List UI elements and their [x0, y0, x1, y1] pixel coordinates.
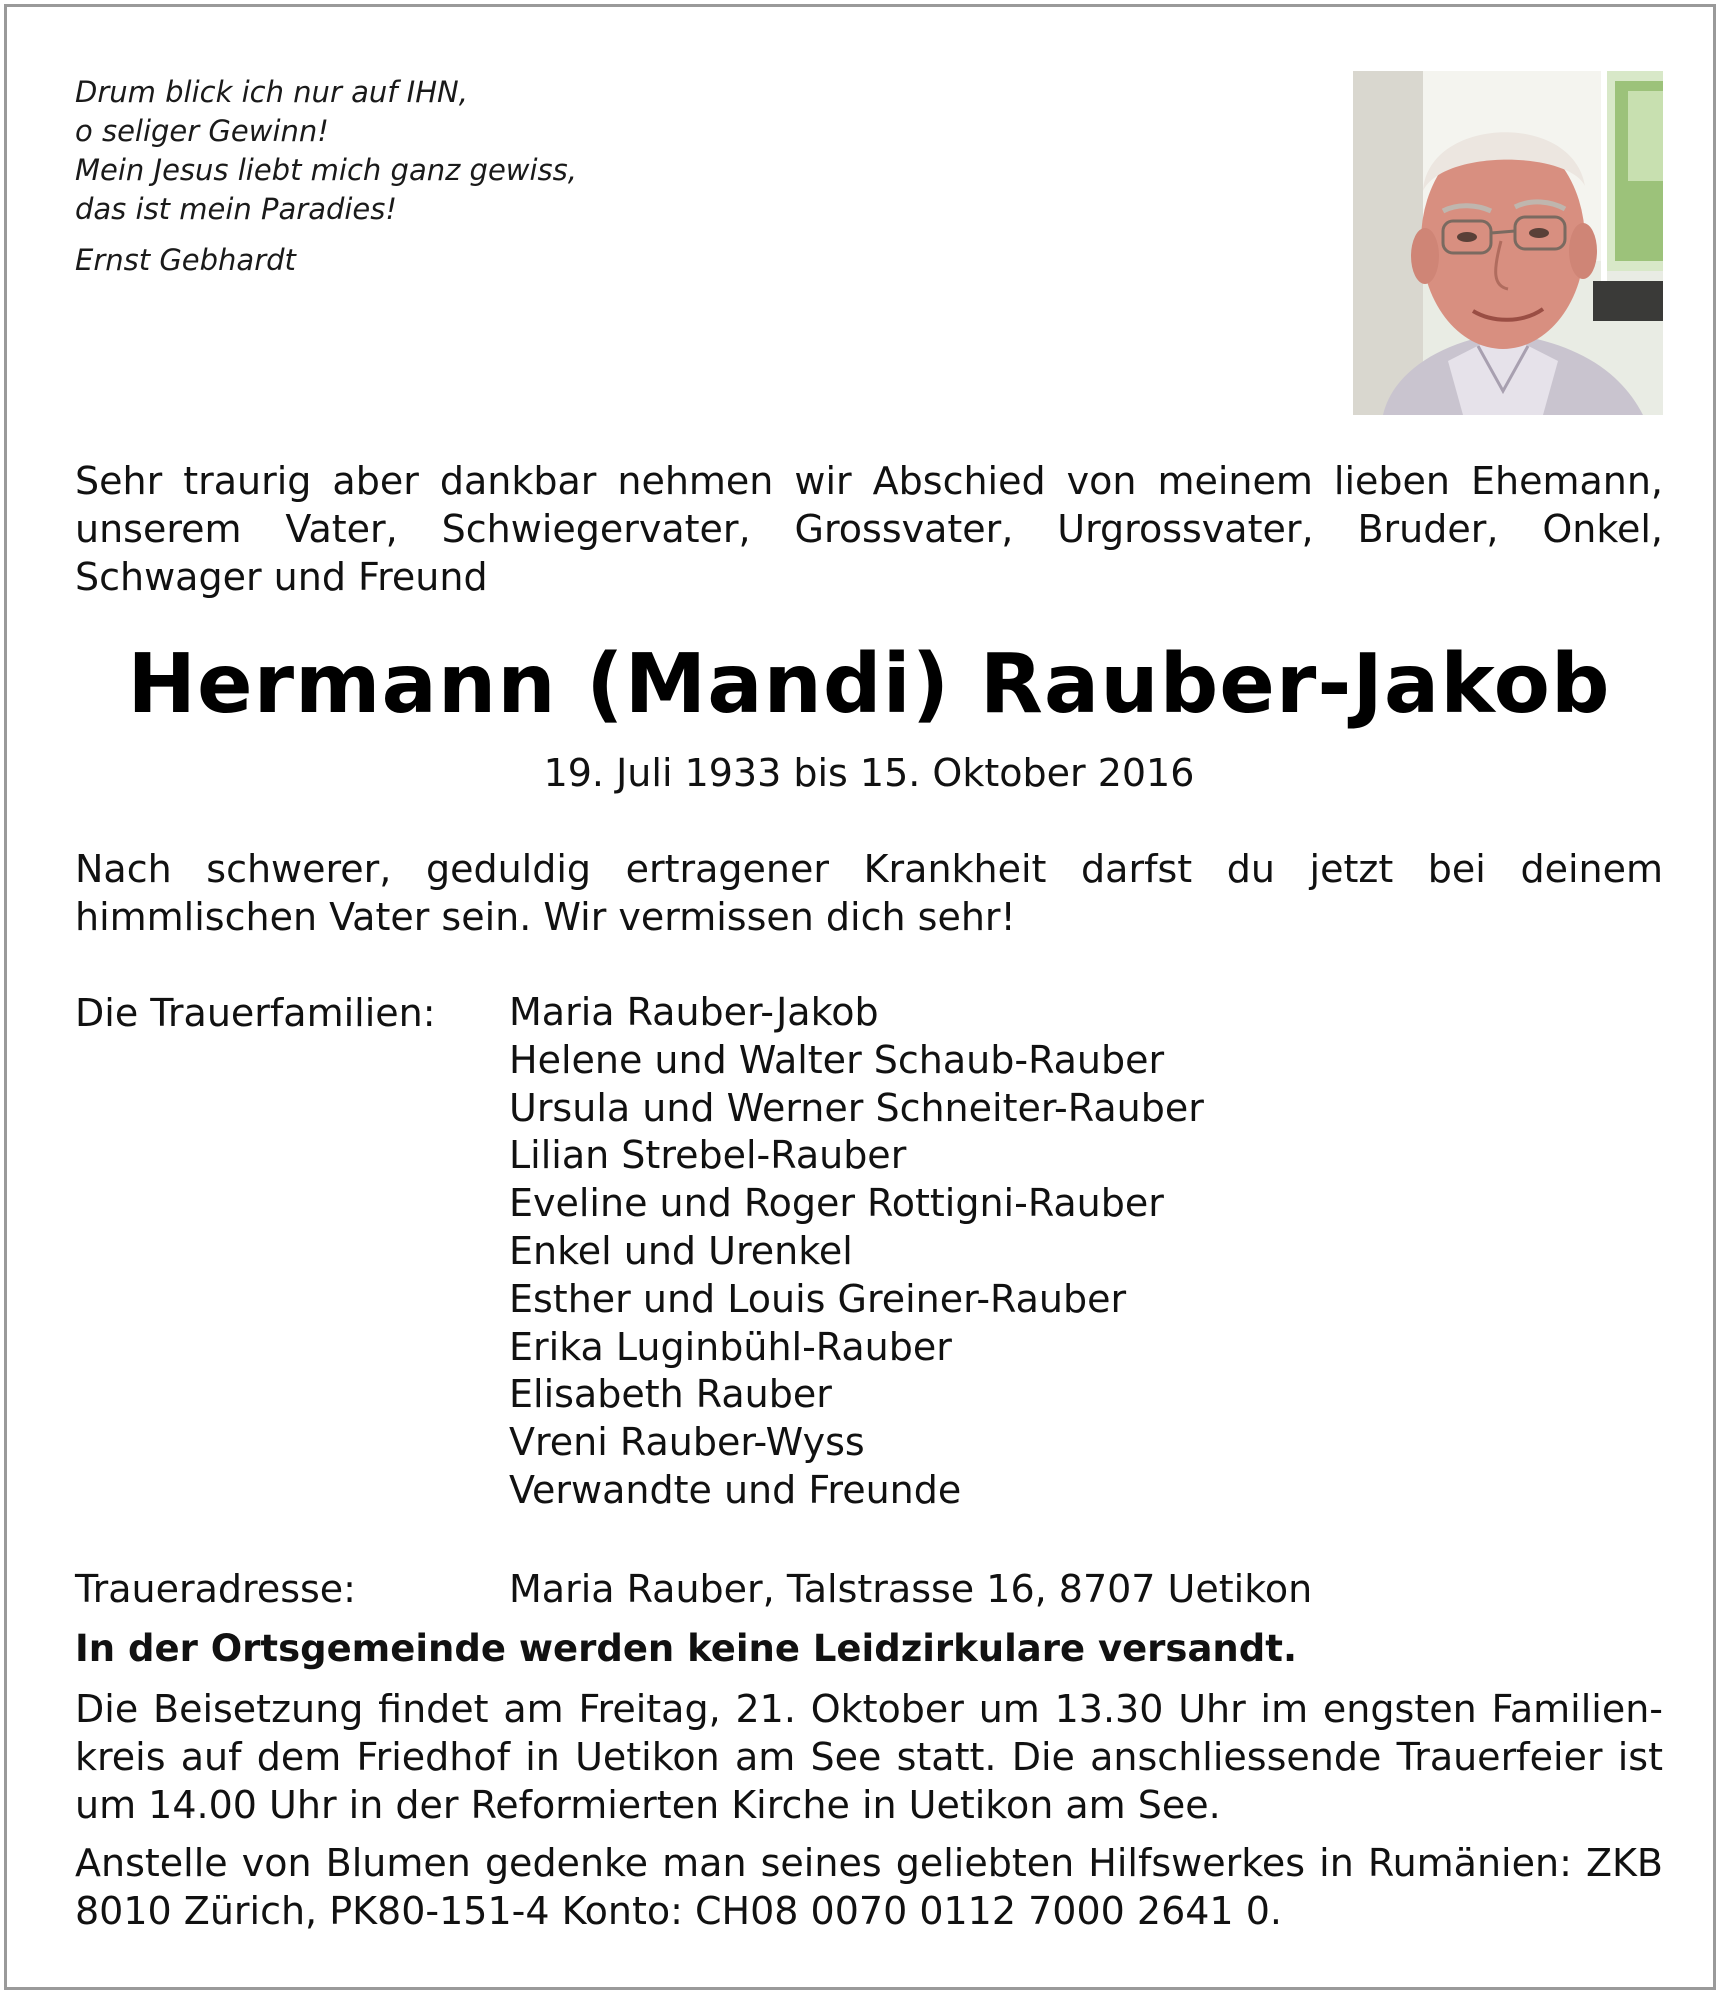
- address-value: Maria Rauber, Talstrasse 16, 8707 Uetikon: [509, 1567, 1313, 1611]
- donation-text: Anstelle von Blumen gedenke man seines geliebten Hilfswerkes in Rumänien: ZKB 8010 Zürich, PK80-151-4 Konto: CH08 0070 0112 7000 2641 0.: [75, 1841, 1663, 1933]
- family-member: Elisabeth Rauber: [509, 1372, 832, 1417]
- family-member: Ursula und Werner Schneiter-Rauber: [509, 1085, 1204, 1130]
- families-list: [509, 989, 1204, 1515]
- poem-author: Ernst Gebhardt: [75, 243, 296, 277]
- family-member: Erika Luginbühl-Rauber: [509, 1324, 952, 1369]
- family-member: Verwandte und Freunde: [509, 1467, 962, 1512]
- address-label: Traueradresse:: [75, 1567, 356, 1611]
- family-member: Esther und Louis Greiner-Rauber: [509, 1276, 1127, 1321]
- family-member: Vreni Rauber-Wyss: [509, 1420, 865, 1465]
- family-member: Maria Rauber-Jakob: [509, 990, 879, 1034]
- circular-notice: In der Ortsgemeinde werden keine Leidzirkulare versandt.: [75, 1627, 1297, 1670]
- deceased-name: Hermann (Mandi) Rauber-Jakob: [127, 637, 1611, 732]
- family-member: Eveline und Roger Rottigni-Rauber: [509, 1181, 1164, 1226]
- poem: [75, 73, 577, 280]
- poem-line: o seliger Gewinn!: [75, 114, 329, 148]
- family-member: Helene und Walter Schaub-Rauber: [509, 1037, 1165, 1082]
- family-member: Lilian Strebel-Rauber: [509, 1133, 907, 1178]
- poem-line: das ist mein Paradies!: [75, 192, 398, 226]
- family-member: Enkel und Urenkel: [509, 1228, 853, 1273]
- portrait-photo: [1353, 71, 1663, 415]
- families-label: Die Trauerfamilien:: [75, 991, 436, 1035]
- intro-text: Sehr traurig aber dankbar nehmen wir Abschied von meinem lieben Ehemann, unserem Vater, Schwiegervater, Grossvater, Urgrossvater, Bruder, Onkel, Schwager und Freund: [75, 459, 1663, 599]
- life-dates: 19. Juli 1933 bis 15. Oktober 2016: [543, 751, 1195, 795]
- burial-text: Die Beisetzung findet am Freitag, 21. Oktober um 13.30 Uhr im engsten Familien-kreis auf dem Friedhof in Uetikon am See statt. Die anschliessende Trauerfeier ist um 14.00 Uhr in der Reformierten Kirche in Uetikon am See.: [75, 1687, 1663, 1827]
- poem-line: Drum blick ich nur auf IHN,: [75, 75, 468, 109]
- illness-text: Nach schwerer, geduldig ertragener Krankheit darfst du jetzt bei deinem himmlischen Vater sein. Wir vermissen dich sehr!: [75, 847, 1663, 939]
- obituary-frame: [4, 4, 1716, 1990]
- poem-line: Mein Jesus liebt mich ganz gewiss,: [75, 153, 577, 187]
